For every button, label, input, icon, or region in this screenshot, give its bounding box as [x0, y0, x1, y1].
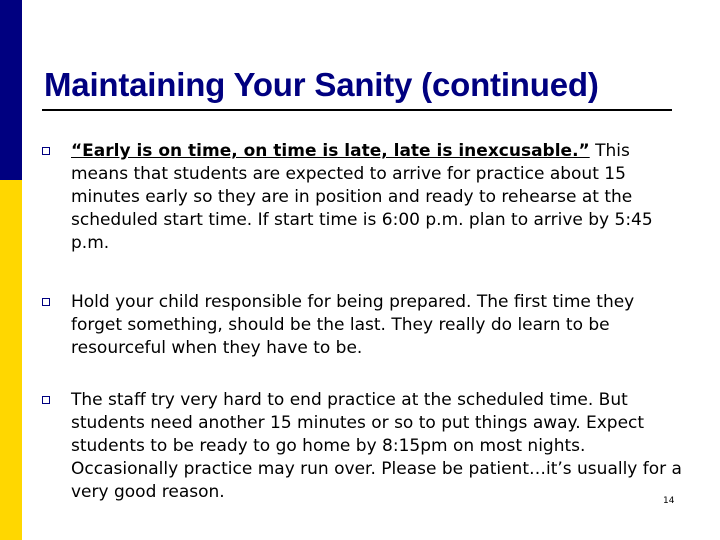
bullet-text: Hold your child responsible for being prepared. The first time they forget something, should be the last. They really do learn to be resourceful when they have to be. — [71, 292, 635, 358]
slide-title: Maintaining Your Sanity (continued) — [44, 66, 599, 103]
hollow-square-icon — [42, 396, 50, 404]
bullet-text: The staff try very hard to end practice at the scheduled time. But students need another 15 minutes or so to put things away. Expect students to be ready to go home by 8:15pm on most nights. Occasionally practice may run over. Please be patient…it’s usually for a very good reason. — [71, 390, 682, 502]
bullet-item — [42, 389, 682, 504]
bullet-quote: “Early is on time, on time is late, late is inexcusable.” — [71, 141, 590, 161]
hollow-square-icon — [42, 298, 50, 306]
bullet-item — [42, 291, 682, 360]
page-number: 14 — [663, 496, 675, 506]
bullet-body — [71, 291, 682, 360]
hollow-square-icon — [42, 147, 50, 155]
bullet-text: This means that students are expected to arrive for practice about 15 minutes early so they are in position and ready to rehearse at the scheduled start time. If start time is 6:00 p.m. plan to arrive by 5:45 p.m. — [71, 141, 653, 253]
bullet-body — [71, 140, 682, 255]
bullet-body — [71, 389, 682, 504]
bullet-item — [42, 140, 682, 255]
